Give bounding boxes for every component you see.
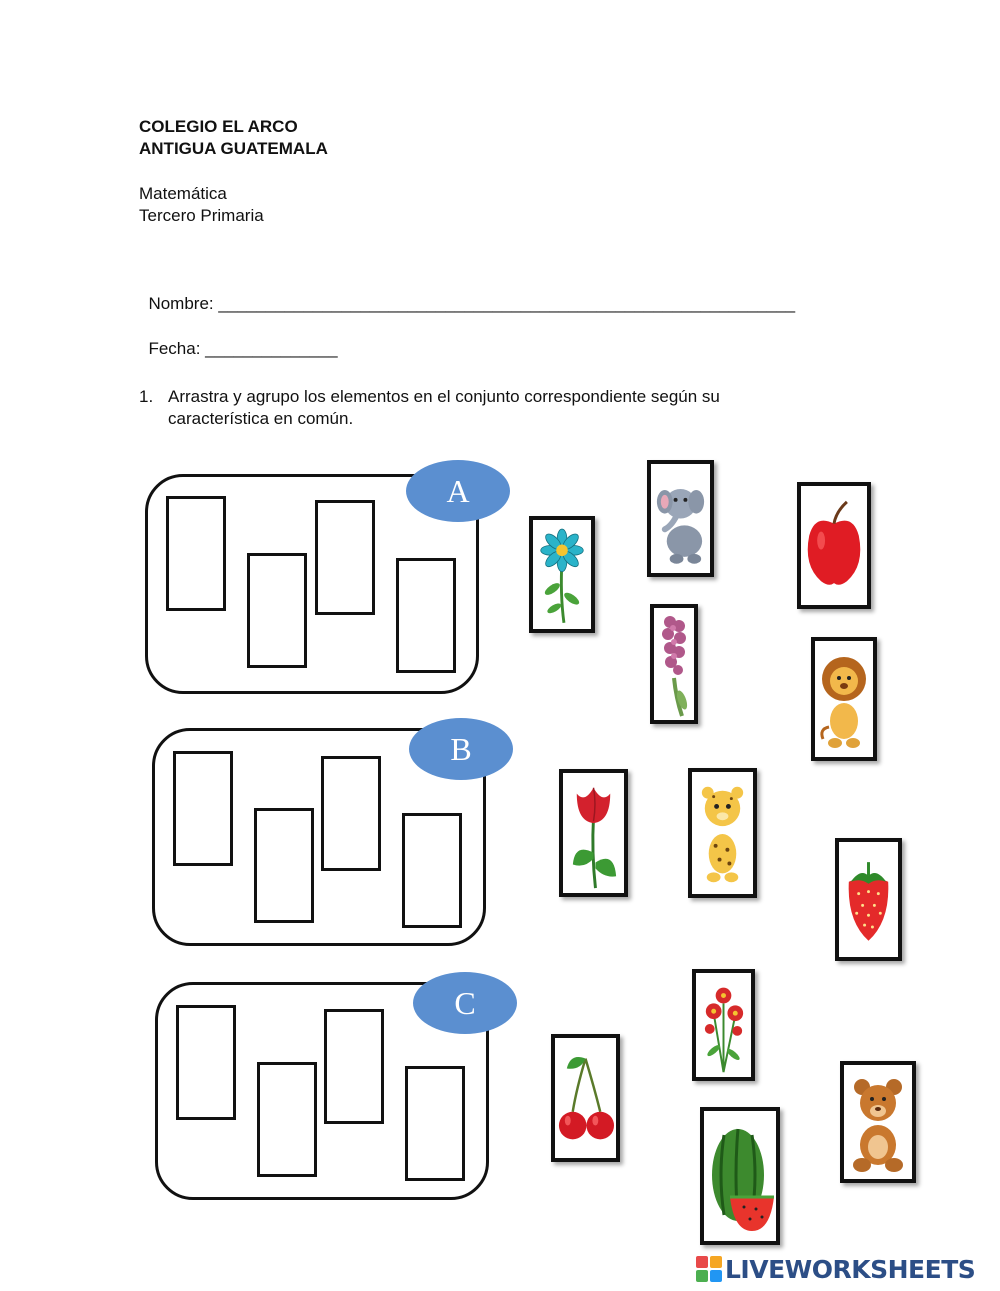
liveworksheets-blocks-icon	[696, 1256, 722, 1282]
card-bear[interactable]	[840, 1061, 916, 1183]
card-cherries[interactable]	[551, 1034, 620, 1162]
purple-flower-icon	[654, 608, 694, 720]
school-city: ANTIGUA GUATEMALA	[139, 139, 328, 158]
liveworksheets-logo	[696, 1254, 975, 1284]
strawberry-icon	[839, 842, 898, 957]
name-label: Nombre:	[148, 294, 219, 313]
blue-flower-icon	[533, 520, 591, 629]
watermelon-icon	[704, 1111, 776, 1241]
cherries-icon	[555, 1038, 616, 1158]
set-c-slot-1[interactable]	[176, 1005, 236, 1120]
set-c-slot-4[interactable]	[405, 1066, 465, 1181]
name-field[interactable]	[139, 274, 795, 314]
date-label: Fecha:	[148, 339, 206, 358]
set-a-slot-2[interactable]	[247, 553, 307, 668]
date-blank[interactable]: ______________	[205, 339, 338, 358]
school-name: COLEGIO EL ARCO	[139, 117, 298, 136]
card-red-tulip[interactable]	[559, 769, 628, 897]
set-c-slot-2[interactable]	[257, 1062, 317, 1177]
leopard-icon	[692, 772, 753, 894]
card-blue-flower[interactable]	[529, 516, 595, 633]
set-c-label: C	[413, 972, 517, 1034]
set-b-slot-2[interactable]	[254, 808, 314, 923]
lion-icon	[815, 641, 873, 757]
instruction-number: 1.	[139, 387, 154, 406]
instruction-line-2: característica en común.	[168, 409, 354, 428]
elephant-icon	[651, 464, 710, 573]
red-tulip-icon	[563, 773, 624, 893]
card-elephant[interactable]	[647, 460, 714, 577]
card-red-flowers[interactable]	[692, 969, 755, 1081]
set-a-label: A	[406, 460, 510, 522]
card-leopard[interactable]	[688, 768, 757, 898]
set-a-slot-4[interactable]	[396, 558, 456, 673]
set-a-slot-1[interactable]	[166, 496, 226, 611]
set-b-slot-3[interactable]	[321, 756, 381, 871]
set-b-slot-1[interactable]	[173, 751, 233, 866]
set-b-label: B	[409, 718, 513, 780]
subject: Matemática	[139, 184, 227, 203]
apple-icon	[801, 486, 867, 605]
liveworksheets-wordmark: LIVEWORKSHEETS	[725, 1254, 976, 1284]
card-purple-flower[interactable]	[650, 604, 698, 724]
name-blank[interactable]: _____________________________________________________________	[218, 294, 796, 313]
red-flowers-icon	[696, 973, 751, 1077]
set-a-slot-3[interactable]	[315, 500, 375, 615]
card-lion[interactable]	[811, 637, 877, 761]
card-strawberry[interactable]	[835, 838, 902, 961]
set-c-slot-3[interactable]	[324, 1009, 384, 1124]
set-b-slot-4[interactable]	[402, 813, 462, 928]
date-field[interactable]	[139, 319, 338, 359]
grade: Tercero Primaria	[139, 206, 264, 225]
instruction-line-1: Arrastra y agrupo los elementos en el conjunto correspondiente según su	[168, 387, 720, 406]
card-apple[interactable]	[797, 482, 871, 609]
card-watermelon[interactable]	[700, 1107, 780, 1245]
bear-icon	[844, 1065, 912, 1179]
